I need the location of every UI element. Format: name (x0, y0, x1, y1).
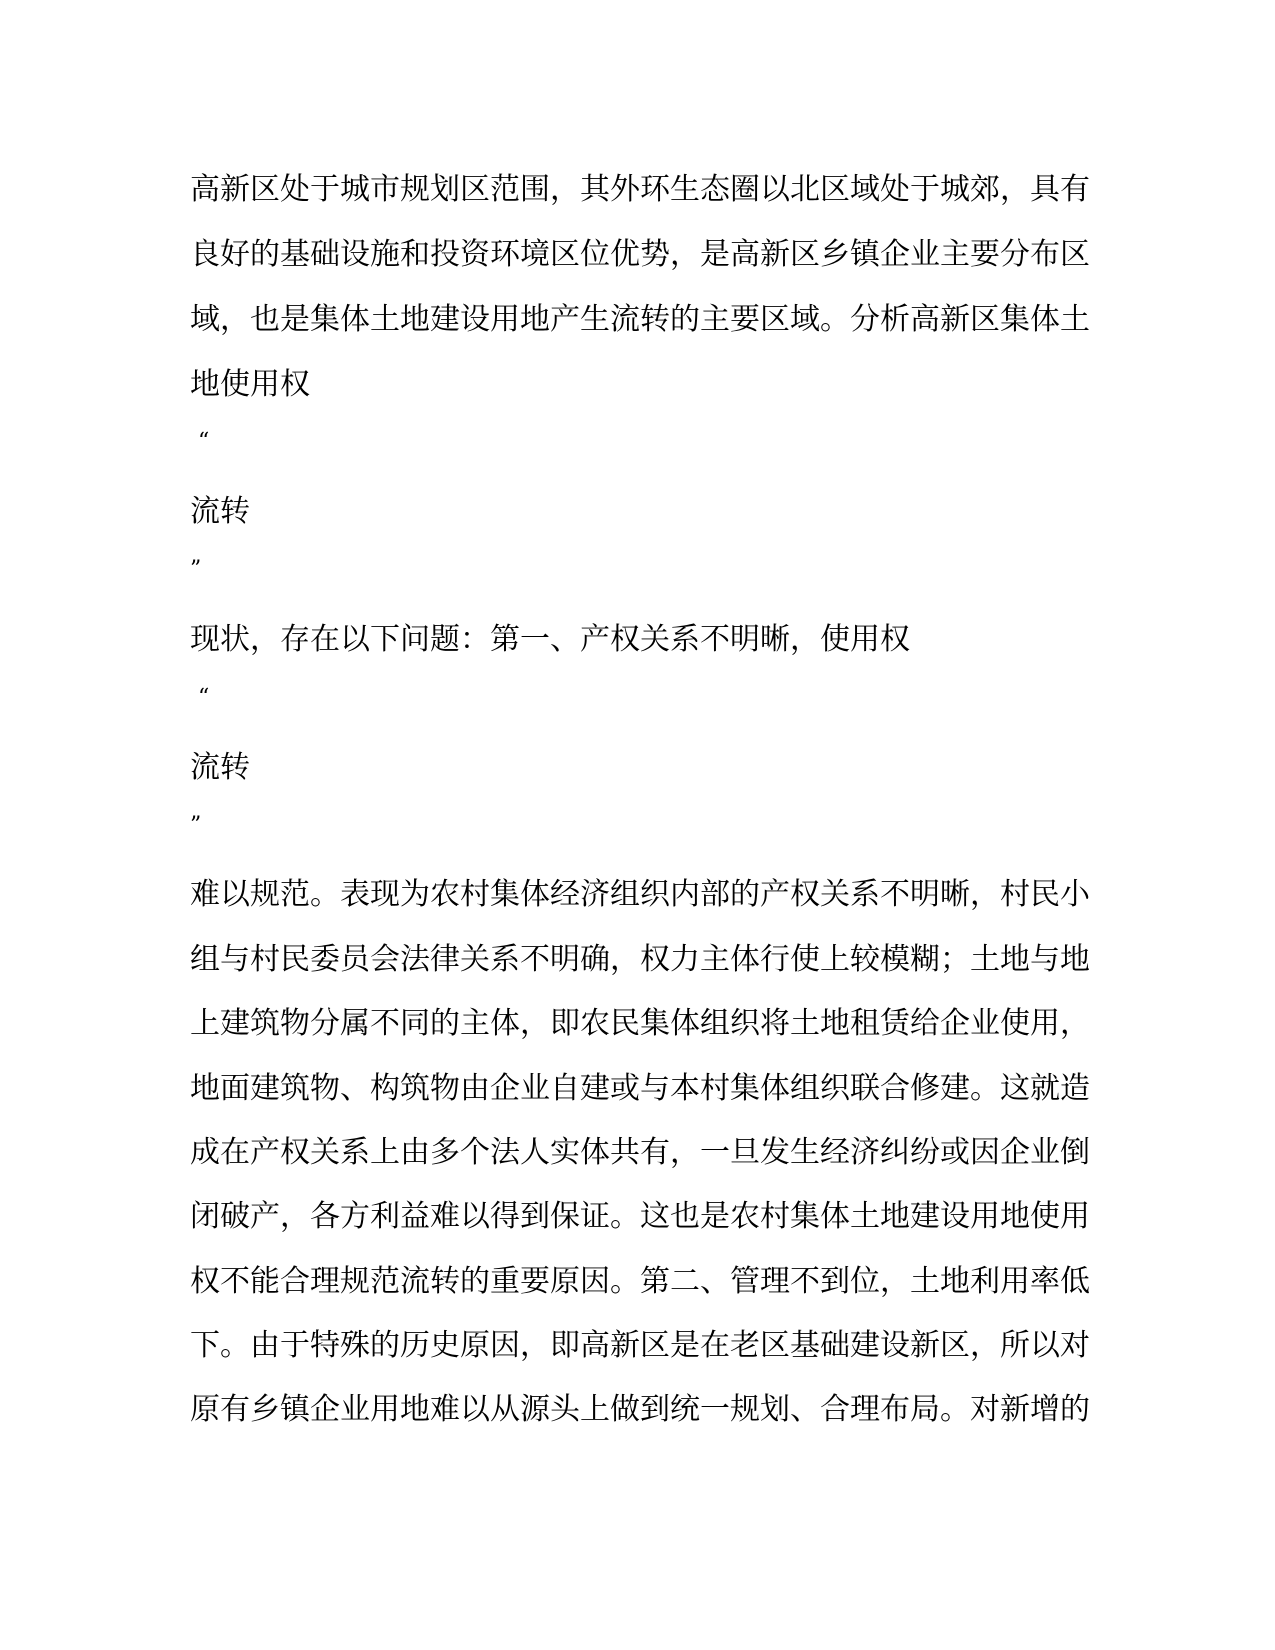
close-quote-mark: ” (190, 557, 202, 582)
paragraph-line: 闭破产，各方利益难以得到保证。这也是农村集体土地建设用地使用 (190, 1199, 1090, 1234)
close-quote-mark: ” (190, 813, 202, 838)
paragraph-line: 现状，存在以下问题：第一、产权关系不明晰，使用权 (190, 622, 910, 657)
paragraph-line: 流转 (190, 494, 250, 529)
paragraph-line: 高新区处于城市规划区范围，其外环生态圈以北区域处于城郊，具有 (190, 172, 1090, 207)
paragraph-line: 流转 (190, 750, 250, 785)
paragraph-line: 地面建筑物、构筑物由企业自建或与本村集体组织联合修建。这就造 (190, 1071, 1090, 1106)
paragraph-line: 组与村民委员会法律关系不明确，权力主体行使上较模糊；土地与地 (190, 942, 1090, 977)
paragraph-line: 权不能合理规范流转的重要原因。第二、管理不到位，土地利用率低 (190, 1264, 1090, 1299)
paragraph-line: 域，也是集体土地建设用地产生流转的主要区域。分析高新区集体土 (190, 302, 1090, 337)
paragraph-line: 原有乡镇企业用地难以从源头上做到统一规划、合理布局。对新增的 (190, 1392, 1090, 1427)
paragraph-line: 上建筑物分属不同的主体，即农民集体组织将土地租赁给企业使用， (190, 1006, 1090, 1041)
paragraph-line: 地使用权 (190, 367, 310, 402)
paragraph-line: 成在产权关系上由多个法人实体共有，一旦发生经济纠纷或因企业倒 (190, 1135, 1090, 1170)
paragraph-line: 难以规范。表现为农村集体经济组织内部的产权关系不明晰，村民小 (190, 877, 1090, 912)
open-quote-mark: “ (198, 685, 210, 710)
paragraph-line: 良好的基础设施和投资环境区位优势，是高新区乡镇企业主要分布区 (190, 237, 1090, 272)
paragraph-line: 下。由于特殊的历史原因，即高新区是在老区基础建设新区，所以对 (190, 1328, 1090, 1363)
open-quote-mark: “ (198, 429, 210, 454)
